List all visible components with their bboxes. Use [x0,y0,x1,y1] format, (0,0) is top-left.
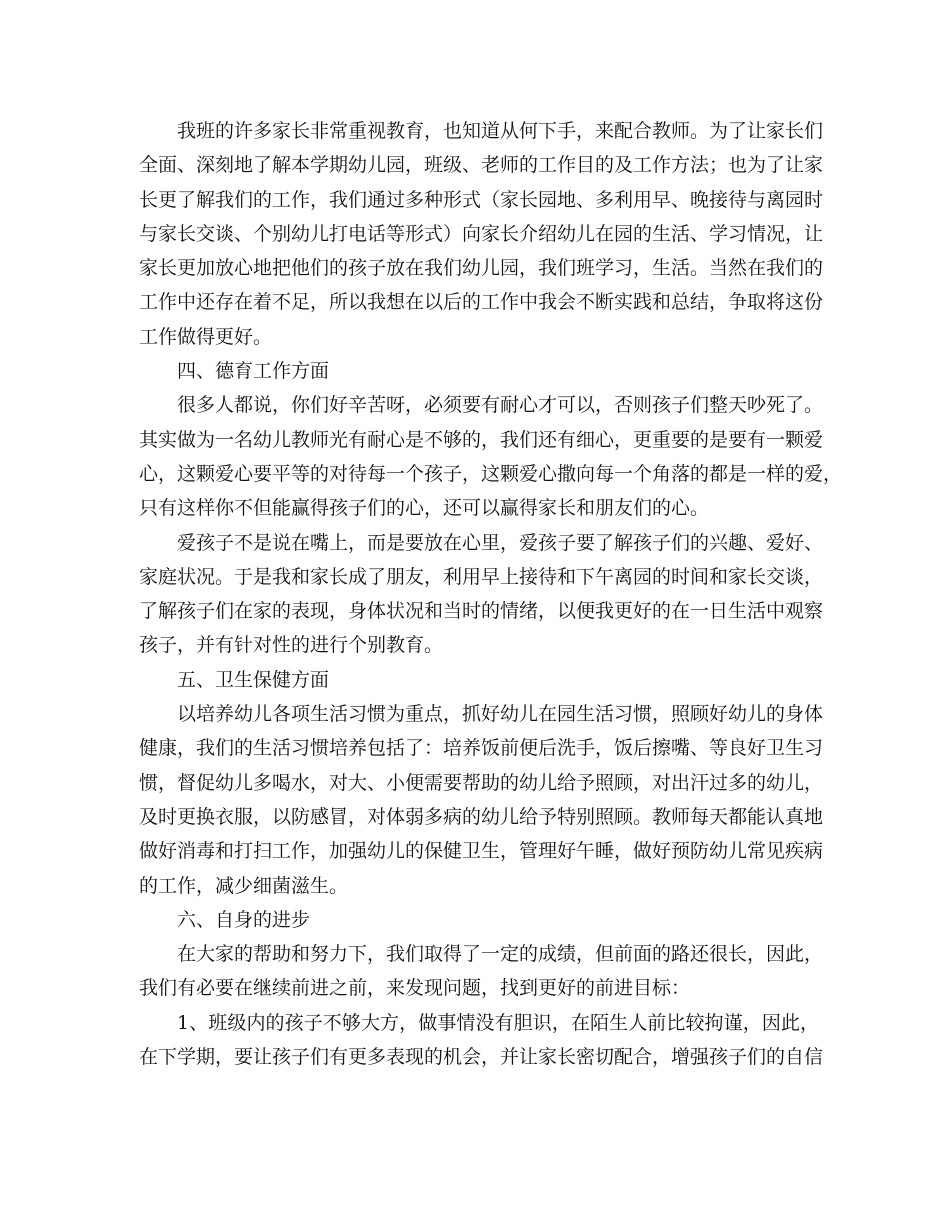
text-line: 长更了解我们的工作，我们通过多种形式（家长园地、多利用早、晚接待与离园时 [139,188,824,211]
text-line: 心，这颗爱心要平等的对待每一个孩子，这颗爱心撒向每一个角落的都是一样的爱， [139,462,843,485]
text-line: 家庭状况。于是我和家长成了朋友，利用早上接待和下午离园的时间和家长交谈， [139,565,824,588]
text-line: 在大家的帮助和努力下，我们取得了一定的成绩，但前面的路还很长，因此， [177,943,824,966]
text-line: 只有这样你不但能赢得孩子们的心，还可以赢得家长和朋友们的心。 [139,497,710,520]
text-line: 的工作，减少细菌滋生。 [139,874,349,897]
text-line: 孩子，并有针对性的进行个别教育。 [139,634,444,657]
text-line: 很多人都说，你们好辛苦呀，必须要有耐心才可以，否则孩子们整天吵死了。 [177,394,824,417]
text-line: 四、德育工作方面 [177,360,330,383]
text-line: 工作中还存在着不足，所以我想在以后的工作中我会不断实践和总结，争取将这份 [139,291,824,314]
text-line: 在下学期，要让孩子们有更多表现的机会，并让家长密切配合，增强孩子们的自信 [139,1046,824,1069]
text-line: 做好消毒和打扫工作，加强幼儿的保健卫生，管理好午睡，做好预防幼儿常见疾病 [139,840,824,863]
text-line: 全面、深刻地了解本学期幼儿园，班级、老师的工作目的及工作方法；也为了让家 [139,154,824,177]
text-line: 其实做为一名幼儿教师光有耐心是不够的，我们还有细心，更重要的是要有一颗爱 [139,428,824,451]
text-line: 五、卫生保健方面 [177,668,330,691]
text-line: 爱孩子不是说在嘴上，而是要放在心里，爱孩子要了解孩子们的兴趣、爱好、 [177,531,824,554]
text-line: 我班的许多家长非常重视教育，也知道从何下手，来配合教师。为了让家长们 [177,120,824,142]
text-line: 六、自身的进步 [177,908,311,931]
text-line: 工作做得更好。 [139,325,273,348]
text-line: 及时更换衣服，以防感冒，对体弱多病的幼儿给予特别照顾。教师每天都能认真地 [139,805,824,828]
text-line: 与家长交谈、个别幼儿打电话等形式）向家长介绍幼儿在园的生活、学习情况，让 [139,222,824,245]
text-line: 了解孩子们在家的表现，身体状况和当时的情绪，以便我更好的在一日生活中观察 [139,600,824,623]
text-line: 家长更加放心地把他们的孩子放在我们幼儿园，我们班学习，生活。当然在我们的 [139,257,824,280]
text-line: 惯，督促幼儿多喝水，对大、小便需要帮助的幼儿给予照顾，对出汗过多的幼儿， [139,771,824,794]
document-body [139,114,843,1074]
text-line: 我们有必要在继续前进之前，来发现问题，找到更好的前进目标： [139,977,691,1000]
text-line: 以培养幼儿各项生活习惯为重点，抓好幼儿在园生活习惯，照顾好幼儿的身体 [177,703,824,726]
text-line: 健康，我们的生活习惯培养包括了：培养饭前便后洗手，饭后擦嘴、等良好卫生习 [139,737,824,760]
text-line: 1、班级内的孩子不够大方，做事情没有胆识，在陌生人前比较拘谨，因此， [177,1011,819,1034]
